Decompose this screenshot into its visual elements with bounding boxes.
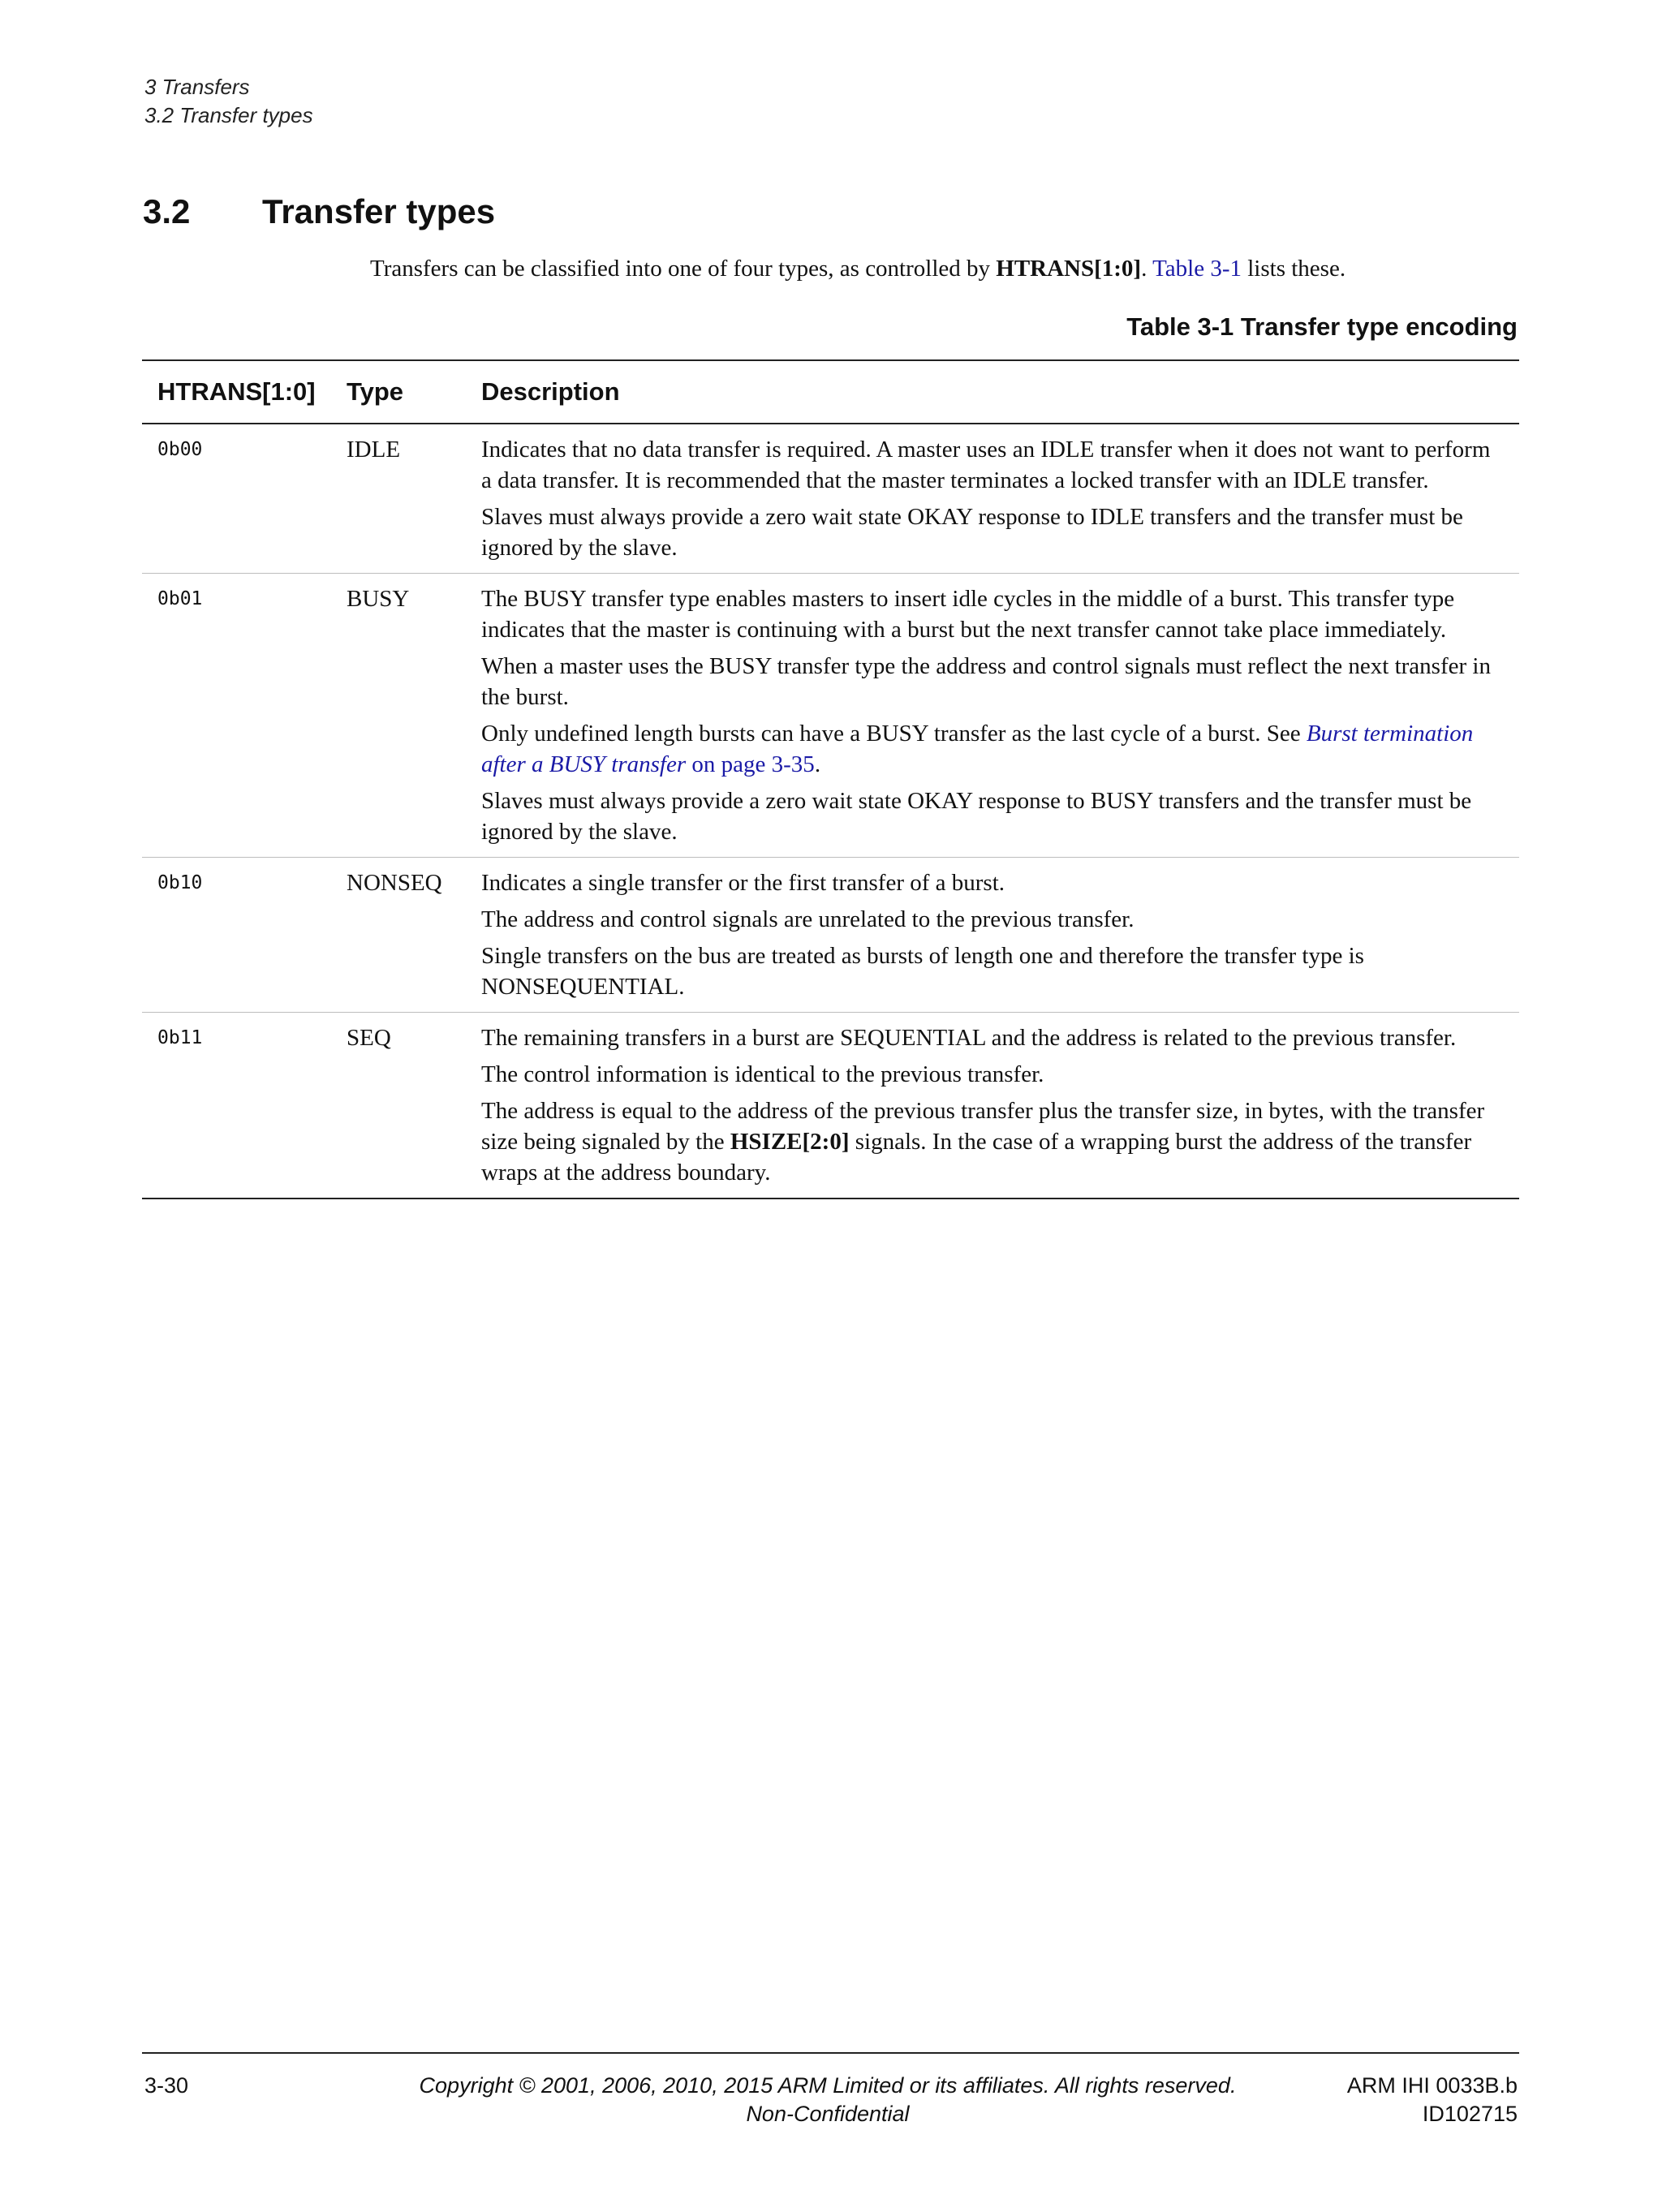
table-row — [142, 1013, 1519, 1199]
description-paragraph — [481, 718, 1503, 780]
description-paragraph: When a master uses the BUSY transfer type the address and control signals must reflect the next transfer in the burst. — [481, 653, 1491, 710]
running-header — [144, 73, 313, 130]
running-header-section: 3.2 Transfer types — [144, 103, 313, 127]
table-3-1-link[interactable]: Table 3-1 — [1152, 256, 1242, 282]
row-code: 0b10 — [157, 872, 203, 893]
description-text: The address is equal to the address of the previous transfer plus the transfer size, in bytes, with the transfer size being signaled by the — [481, 1098, 1485, 1155]
row-code: 0b00 — [157, 439, 203, 460]
description-paragraph: Indicates a single transfer or the first transfer of a burst. — [481, 870, 1005, 896]
signal-htrans: HTRANS[1:0] — [996, 256, 1142, 282]
column-header-type: Type — [347, 377, 404, 406]
signal-hsize: HSIZE[2:0] — [730, 1129, 850, 1155]
row-type: SEQ — [347, 1025, 391, 1051]
document-revision: ID102715 — [1422, 2102, 1518, 2126]
table-row — [142, 424, 1519, 574]
description-paragraph: Indicates that no data transfer is required. A master uses an IDLE transfer when it does not want to perform a data transfer. It is recommended that the master terminates a locked transfer with an IDLE transfer. — [481, 437, 1491, 493]
description-paragraph: The address and control signals are unrelated to the previous transfer. — [481, 906, 1135, 932]
description-text: . — [814, 751, 821, 777]
description-paragraph: Slaves must always provide a zero wait state OKAY response to BUSY transfers and the transfer must be ignored by the slave. — [481, 788, 1472, 845]
section-number: 3.2 — [143, 192, 191, 230]
table-header-row — [142, 360, 1519, 424]
intro-text: lists these. — [1242, 256, 1346, 282]
row-type: BUSY — [347, 586, 410, 612]
transfer-type-table — [142, 359, 1519, 1199]
table-row — [142, 858, 1519, 1013]
column-header-htrans: HTRANS[1:0] — [157, 377, 316, 406]
confidentiality-text: Non-Confidential — [746, 2102, 910, 2126]
row-description — [471, 1013, 1519, 1199]
document-id: ARM IHI 0033B.b — [1346, 2073, 1518, 2098]
burst-termination-link[interactable]: Burst termination after a BUSY transfer — [481, 721, 1474, 777]
page-3-35-link[interactable]: on page 3-35 — [686, 751, 815, 777]
description-paragraph: The control information is identical to the previous transfer. — [481, 1061, 1044, 1087]
description-paragraph: Slaves must always provide a zero wait state OKAY response to IDLE transfers and the transfer must be ignored by the slave. — [481, 504, 1463, 561]
row-type: NONSEQ — [347, 870, 442, 896]
page-number: 3-30 — [144, 2073, 189, 2098]
footer-divider — [142, 2052, 1519, 2054]
description-text: Only undefined length bursts can have a BUSY transfer as the last cycle of a burst. See — [481, 721, 1307, 747]
intro-text: . — [1141, 256, 1153, 282]
row-code: 0b11 — [157, 1027, 203, 1048]
intro-text: Transfers can be classified into one of four types, as controlled by — [370, 256, 997, 282]
copyright-text: Copyright © 2001, 2006, 2010, 2015 ARM Limited or its affiliates. All rights reserved. — [419, 2073, 1237, 2098]
description-paragraph: The remaining transfers in a burst are SEQUENTIAL and the address is related to the previous transfer. — [481, 1025, 1457, 1051]
table-caption: Table 3-1 Transfer type encoding — [1126, 312, 1518, 341]
running-header-chapter: 3 Transfers — [144, 75, 250, 99]
description-text: signals. In the case of a wrapping burst the address of the transfer wraps at the address boundary. — [481, 1129, 1472, 1186]
table-row — [142, 574, 1519, 858]
description-paragraph: Single transfers on the bus are treated as bursts of length one and therefore the transfer type is NONSEQUENTIAL. — [481, 943, 1364, 1000]
row-type: IDLE — [347, 437, 401, 463]
row-description — [471, 858, 1519, 1013]
row-description — [471, 424, 1519, 574]
section-heading — [143, 190, 495, 234]
footer-doc-id — [1347, 2072, 1518, 2128]
description-paragraph: The BUSY transfer type enables masters to insert idle cycles in the middle of a burst. This transfer type indicates that the master is continuing with a burst but the next transfer cannot take place immediately. — [481, 586, 1455, 643]
footer-copyright — [341, 2072, 1315, 2128]
section-title: Transfer types — [262, 192, 496, 230]
intro-paragraph — [370, 253, 1346, 284]
row-code: 0b01 — [157, 588, 203, 609]
column-header-description: Description — [481, 377, 620, 406]
row-description — [471, 574, 1519, 858]
description-paragraph — [481, 1095, 1503, 1188]
